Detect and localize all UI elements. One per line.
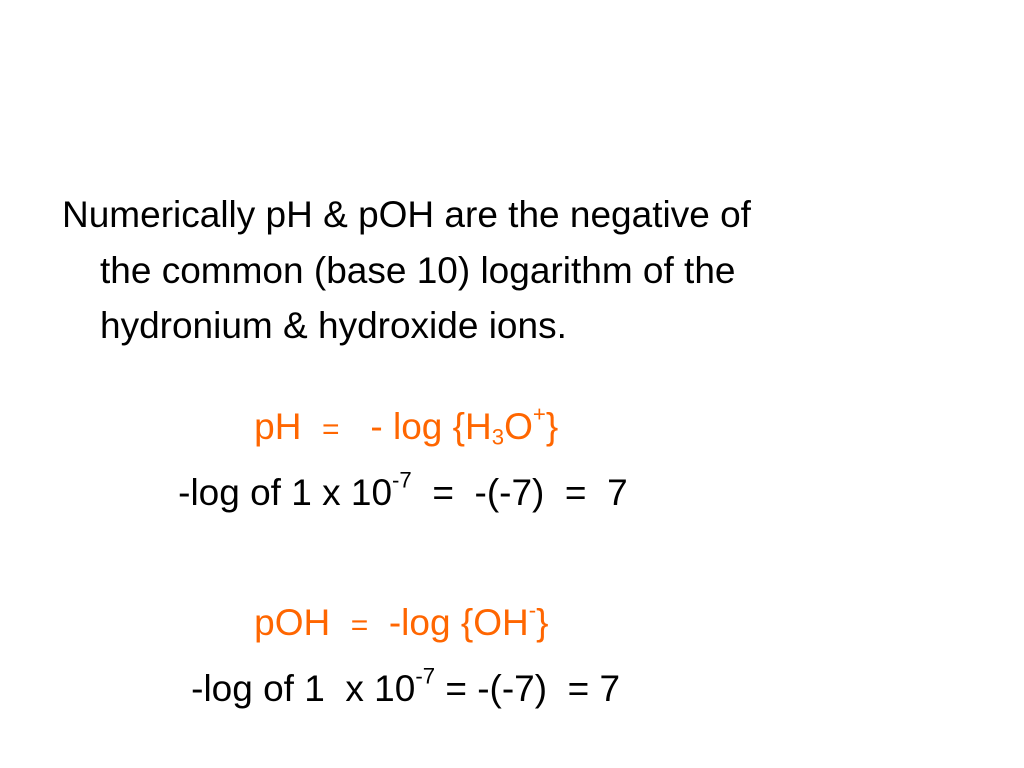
ph-equals: = xyxy=(322,413,340,446)
ph-close-brace: } xyxy=(545,406,559,447)
paragraph-line-1: Numerically pH & pOH are the negative of xyxy=(62,194,751,235)
paragraph-line-3: hydronium & hydroxide ions. xyxy=(100,305,567,346)
poh-example xyxy=(150,633,620,744)
poh-superscript-minus: - xyxy=(528,597,537,623)
poh-example-exponent: -7 xyxy=(415,663,436,689)
ph-example xyxy=(137,437,628,548)
ph-example-prefix: -log of 1 x 10 xyxy=(178,472,393,513)
ph-superscript-plus: + xyxy=(532,401,546,427)
ph-subscript-3: 3 xyxy=(491,424,505,450)
paragraph-line-2: the common (base 10) logarithm of the xyxy=(100,250,736,291)
poh-log-prefix: -log {OH xyxy=(388,602,529,643)
poh-example-rest: = -(-7) = 7 xyxy=(435,668,621,709)
poh-label: pOH xyxy=(254,602,331,643)
poh-close-brace: } xyxy=(536,602,549,643)
ph-example-exponent: -7 xyxy=(392,467,412,493)
ph-oxygen: O xyxy=(504,406,533,447)
ph-label: pH xyxy=(254,406,302,447)
poh-example-prefix: -log of 1 x 10 xyxy=(191,668,416,709)
poh-equals: = xyxy=(350,609,369,642)
ph-log-prefix: - log {H xyxy=(370,406,492,447)
ph-example-rest: = -(-7) = 7 xyxy=(411,472,628,513)
